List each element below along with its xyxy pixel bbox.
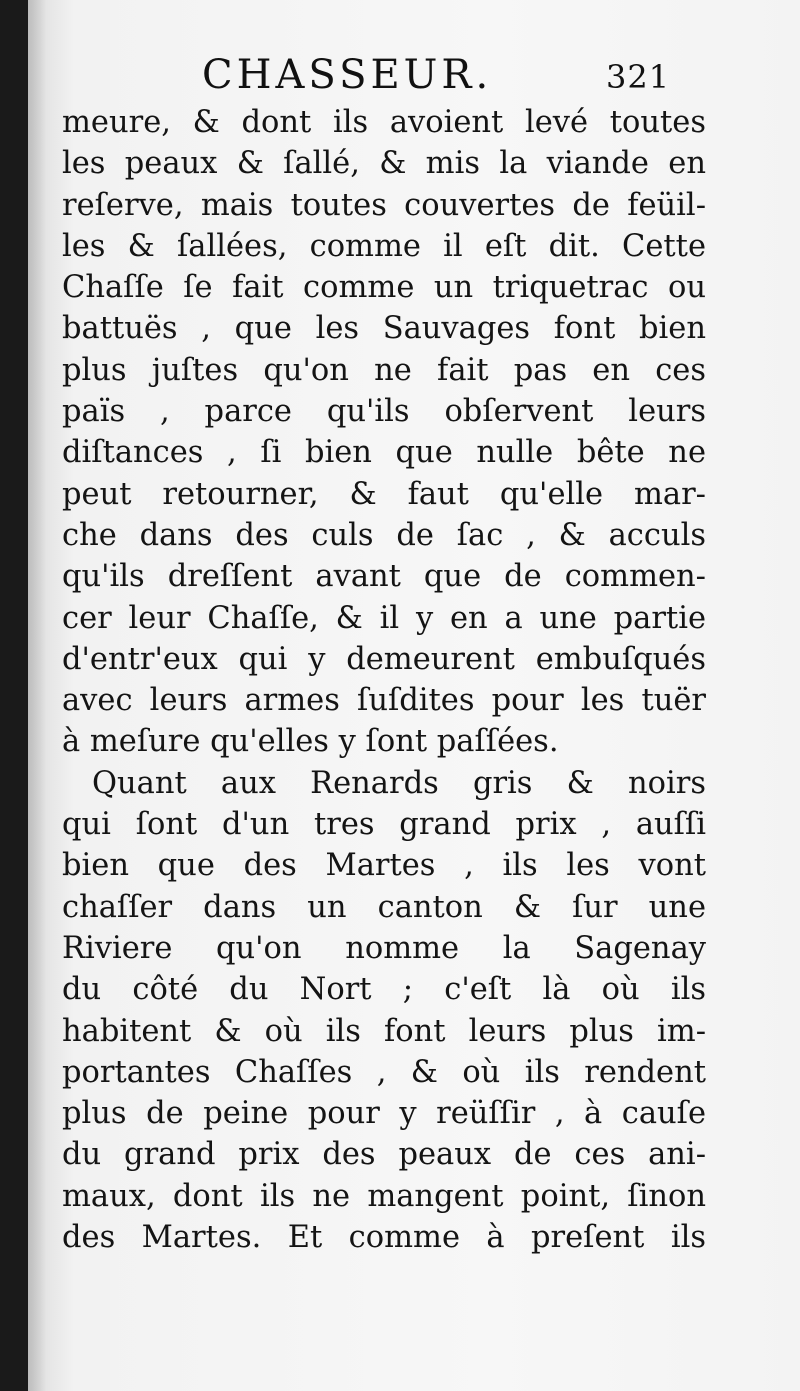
body-text xyxy=(62,102,706,1258)
text-line: des Martes. Et comme à preſent ils xyxy=(62,1220,706,1256)
text-line: du grand prix des peaux de ces ani- xyxy=(62,1137,706,1173)
text-line: plus de peine pour y reüſſir , à cauſe xyxy=(62,1096,706,1132)
book-page xyxy=(28,0,800,1391)
text-line: d'entr'eux qui y demeurent embuſqués xyxy=(62,641,706,677)
text-line: qu'ils dreſſent avant que de commen- xyxy=(62,559,706,595)
text-line: du côté du Nort ; c'eſt là où ils xyxy=(62,972,706,1008)
text-line: peut retourner, & faut qu'elle mar- xyxy=(62,476,706,512)
text-line: plus juſtes qu'on ne fait pas en ces xyxy=(62,352,706,388)
text-line: bien que des Martes , ils les vont xyxy=(62,848,706,884)
text-line: à meſure qu'elles y ſont paſſées. xyxy=(62,724,559,760)
text-line: cer leur Chaſſe, & il y en a une partie xyxy=(62,600,706,636)
text-line: maux, dont ils ne mangent point, ſinon xyxy=(62,1178,706,1214)
text-line: païs , parce qu'ils obſervent leurs xyxy=(62,394,706,430)
text-line: avec leurs armes ſuſdites pour les tuër xyxy=(62,683,706,719)
text-line: meure, & dont ils avoient levé toutes xyxy=(62,105,706,140)
text-line: les & ſallées, comme il eſt dit. Cette xyxy=(62,228,706,264)
text-line: Chaſſe ſe fait comme un triquetrac ou xyxy=(62,270,706,306)
text-line: Riviere qu'on nomme la Sagenay xyxy=(62,930,706,966)
text-line: chaſſer dans un canton & ſur une xyxy=(62,889,706,925)
page-header xyxy=(28,44,800,104)
text-line: portantes Chaſſes , & où ils rendent xyxy=(62,1054,706,1090)
text-line: qui ſont d'un tres grand prix , auſſi xyxy=(62,807,706,843)
text-line: Quant aux Renards gris & noirs xyxy=(92,765,706,801)
text-line: habitent & où ils font leurs plus im- xyxy=(62,1013,706,1049)
text-line: reſerve, mais toutes couvertes de feüil- xyxy=(62,187,706,223)
running-title: CHASSEUR. xyxy=(202,52,493,98)
text-line: les peaux & ſallé, & mis la viande en xyxy=(62,146,706,182)
page-number: 321 xyxy=(606,58,671,96)
text-line: diſtances , ſi bien que nulle bête ne xyxy=(62,435,706,471)
text-line: battuës , que les Sauvages font bien xyxy=(62,311,706,347)
text-line: che dans des culs de ſac , & acculs xyxy=(62,517,706,553)
